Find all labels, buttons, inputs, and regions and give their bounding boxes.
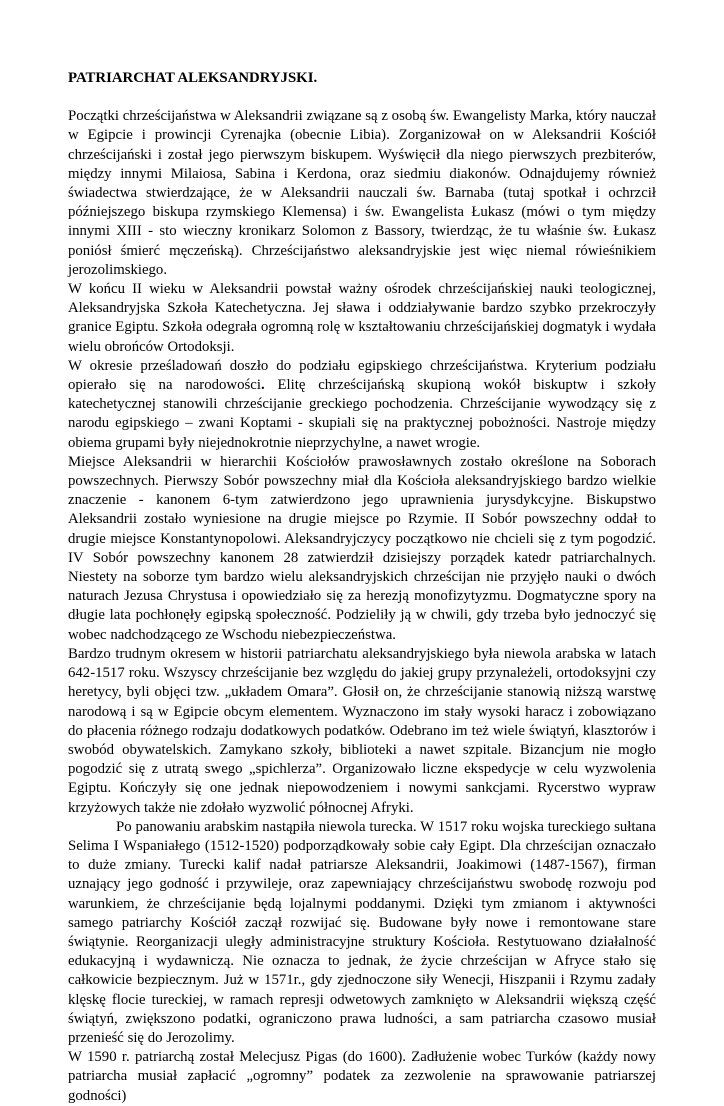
paragraph xyxy=(68,453,656,645)
paragraph xyxy=(68,107,656,280)
paragraph xyxy=(68,818,656,1048)
paragraph xyxy=(68,1048,656,1106)
paragraph xyxy=(68,645,656,818)
document-body xyxy=(68,107,656,1106)
text-segment: W końcu II wieku w Aleksandrii powstał ważny ośrodek chrześcijańskiej nauki teologicznej, Aleksandryjska Szkoła Katechetyczna. Jej sława i oddziaływanie bardzo szybko przekroczyły granice Egiptu. Szkoła odegrała ogromną rolę w kształtowaniu chrześcijańskiej dogmatyk i wydała wielu obrońców Ortodoksji. xyxy=(68,281,656,355)
text-segment: Bardzo trudnym okresem w historii patriarchatu aleksandryjskiego była niewola arabska w latach 642-1517 roku. Wszyscy chrześcijanie bez względu do jakiej grupy przynależeli, ortodoksyjni czy heretycy, byli objęci tzw. „układem Omara”. Głosił on, że chrześcijanie stanowią niższą warstwę narodową i są w Egipcie obcym elementem. Wyznaczono im stały wysoki haracz i zobowiązano do płacenia różnego rodzaju dodatkowych podatków. Odebrano im też wiele świątyń, klasztorów i swobód obywatelskich. Zamykano szkoły, biblioteki a nawet szpitale. Bizancjum nie mogło pogodzić się z utratą swego „spichlerza”. Organizowało liczne ekspedycje w celu wyzwolenia Egiptu. Kończyły się one jednak niepowodzeniem i nowymi sankcjami. Rycerstwo wypraw krzyżowych także nie zdołało wyzwolić północnej Afryki. xyxy=(68,645,656,816)
text-segment: Po panowaniu arabskim nastąpiła niewola turecka. W 1517 roku wojska tureckiego sułtana Selima I Wspaniałego (1512-1520) podporządkowały sobie cały Egipt. Dla chrześcijan oznaczało to duże zmiany. Turecki kalif nadał patriarsze Aleksandrii, Joakimowi (1487-1567), firman uznający jego godność i przywileje, oraz zapewniający chrześcijaństwu swobodę rozwoju pod warunkiem, że chrześcijanie będą lojalnymi poddanymi. Dzięki tym zmianom i aktywności samego patriarchy Kościół zaczął rozwijać się. Budowane były nowe i remontowane stare świątynie. Reorganizacji uległy administracyjne struktury Kościoła. Restytuowano działalność edukacyjną i wydawniczą. Nie oznacza to jednak, że życie chrześcijan w Afryce stało się całkowicie bezpiecznym. Już w 1571r., gdy zjednoczone siły Wenecji, Hiszpanii i Rzymu zadały klęskę flocie tureckiej, w ramach represji odwetowych zamknięto w Aleksandrii większą część świątyń, zwiększono podatki, ograniczono prawa ludności, a sam patriarcha czasowo musiał przenieść się do Jerozolimy. xyxy=(68,818,656,1046)
bold-text-segment: . xyxy=(260,377,265,394)
document-title: PATRIARCHAT ALEKSANDRYJSKI. xyxy=(68,70,318,86)
text-segment: W 1590 r. patriarchą został Melecjusz Pigas (do 1600). Zadłużenie wobec Turków (każdy nowy patriarcha musiał zapłacić „ogromny” podatek za zezwolenie na sprawowanie patriarszej godności) xyxy=(68,1049,656,1104)
paragraph xyxy=(68,357,656,453)
text-segment: W okresie prześladowań doszło do podziału egipskiego chrześcijaństwa. Kryterium podziału opierało się na narodowości xyxy=(68,357,656,394)
text-segment: Miejsce Aleksandrii w hierarchii Kościołów prawosławnych zostało określone na Soborach powszechnych. Pierwszy Sobór powszechny miał dla Kościoła aleksandryjskiego bardzo wielkie znaczenie - kanonem 6-tym zatwierdzono jego uprawnienia jurysdykcyjne. Biskupstwo Aleksandrii zostało wyniesione na drugie miejsce po Rzymie. II Sobór powszechny oddał to drugie miejsce Konstantynopolowi. Aleksandryjczycy początkowo nie chcieli się z tym pogodzić. IV Sobór powszechny kanonem 28 zatwierdził dzisiejszy porządek katedr patriarchalnych. Niestety na soborze tym bardzo wielu aleksandryjskich chrześcijan nie przyjęło nauki o dwóch naturach Jezusa Chrystusa i opowiedziało się za herezją monofizytyzmu. Dogmatyczne spory na długie lata pochłonęły egipską społeczność. Podzieliły ją w chwili, gdy trzeba było jednoczyć się wobec nadchodzącego ze Wschodu niebezpieczeństwa. xyxy=(68,453,656,643)
paragraph xyxy=(68,280,656,357)
text-segment: Początki chrześcijaństwa w Aleksandrii związane są z osobą św. Ewangelisty Marka, który nauczał w Egipcie i prowincji Cyrenajka (obecnie Libia). Zorganizował on w Aleksandrii Kościół chrześcijański i został jego pierwszym biskupem. Wyświęcił dla niego pierwszych prezbiterów, między innymi Milaiosa, Sabina i Kerdona, oraz siedmiu diakonów. Odnajdujemy również świadectwa stwierdzające, że w Aleksandrii nauczali św. Barnaba (tutaj spotkał i ochrzcił późniejszego biskupa rzymskiego Klemensa) i św. Ewangelista Łukasz (mówi o tym między innymi XIII - sto wieczny kronikarz Solomon z Bassory, twierdząc, że tu właśnie św. Łukasz poniósł śmierć męczeńską). Chrześcijaństwo aleksandryjskie jest więc niemal rówieśnikiem jerozolimskiego. xyxy=(68,108,656,278)
text-segment: Elitę chrześcijańską skupioną wokół biskuptw i szkoły katechetycznej stanowili chrześcijanie greckiego pochodzenia. Chrześcijanie wywodzący się z narodu egipskiego – zwani Koptami - skupiali się na praktycznej pobożności. Nastroje między obiema grupami były niejednokrotnie nieprzychylne, a nawet wrogie. xyxy=(68,377,657,451)
